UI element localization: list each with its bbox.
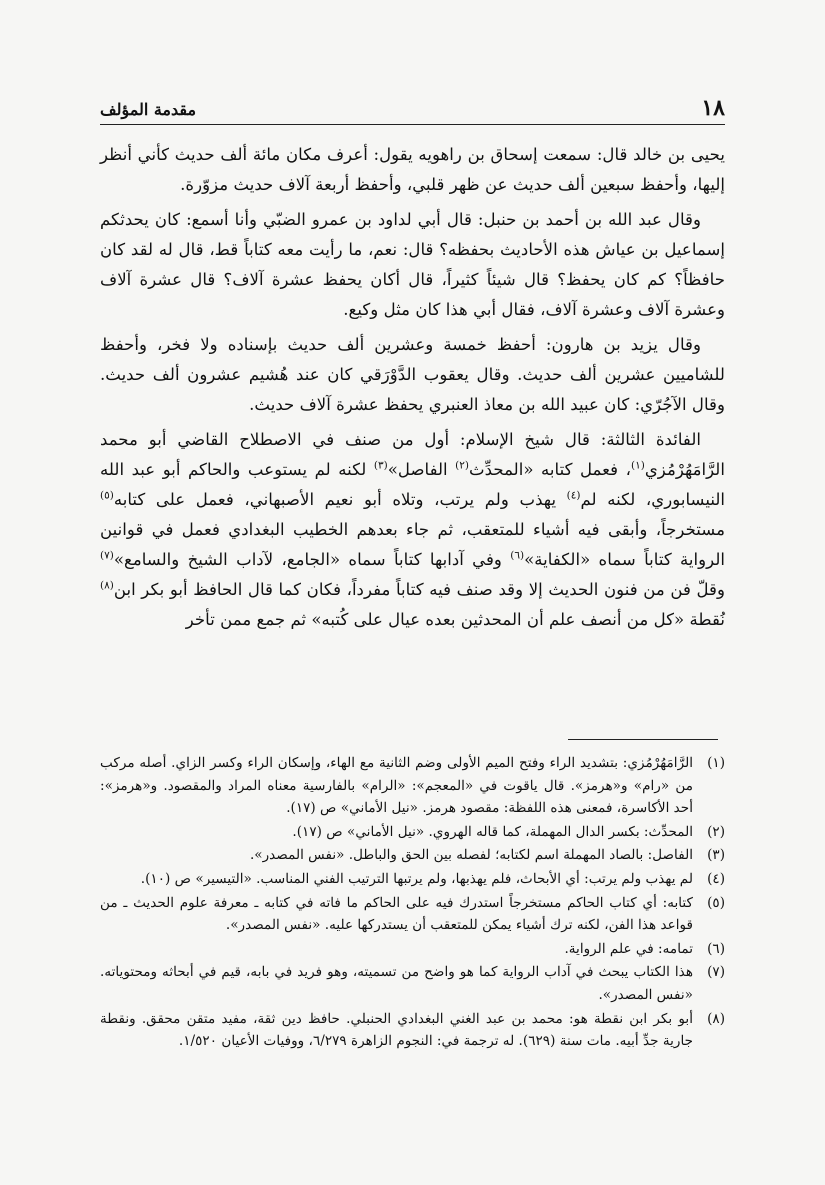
paragraph: وقال عبد الله بن أحمد بن حنبل: قال أبي لداود بن عمرو الضبّي وأنا أسمع: كان يحدثكم إسماعيل بن عياش هذه الأحاديث بحفظه؟ قال: نعم، ما رأيت معه كتاباً قط، قال له لقد كان حافظاً؟ كم كان يحفظ؟ قال شيئاً كثيراً، قال أكان يحفظ عشرة آلاف؟ قال عشرة آلاف وعشرة آلاف وعشرة آلاف، فقال أبي هذا كان مثل وكيع. [100, 210, 725, 319]
footnote-number: (٢) [707, 823, 725, 840]
footnote [100, 752, 725, 820]
footnote-number: (١) [707, 755, 725, 771]
footnote-ref[interactable]: (٤) [566, 489, 581, 502]
footnote-number: (٨) [707, 1010, 725, 1027]
footnote-ref[interactable]: (٨) [100, 579, 114, 592]
footnote-text: الفاصل: بالصاد المهملة اسم لكتابه؛ لفصله بين الحق والباطل. «نفس المصدر». [249, 847, 693, 864]
footnote-text: هذا الكتاب يبحث في آداب الرواية كما هو واضح من تسميته، وهو فريد في بابه، قيم في أبحاثه ومحتوياته. «نفس المصدر». [100, 964, 693, 1003]
footnote [100, 1008, 725, 1053]
footnote-number: (٣) [707, 847, 725, 864]
paragraph-third-benefit [100, 425, 725, 635]
text-run: نُقطة «كل من أنصف علم أن المحدثين بعده عيال على كُتبه» ثم جمع ممن تأخر [185, 610, 725, 629]
text-run: لكنه لم يستوعب والحاكم أبو عبد الله النيسابوري، لكنه لم [100, 460, 725, 509]
footnote-text: أبو بكر ابن نقطة هو: محمد بن عبد الغني البغدادي الحنبلي. حافظ دين ثقة، مفيد متقن محقق. ونقطة جارية جدِّ أبيه. مات سنة (٦٢٩). له ترجمة في: النجوم الزاهرة ٦/٢٧٩، ووفيات الأعيان ١/٥٢٠. [100, 1010, 693, 1050]
running-header [100, 90, 725, 125]
footnote-ref[interactable]: (٦) [510, 549, 525, 562]
footnote-ref[interactable]: (٣) [373, 459, 388, 472]
footnote-ref[interactable]: (٢) [455, 459, 470, 472]
footnote-ref[interactable]: (١) [630, 459, 645, 472]
footnote-text: المحدِّث: بكسر الدال المهملة، كما قاله الهروي. «نيل الأماني» ص (١٧). [292, 823, 693, 840]
footnote-number: (٤) [707, 870, 725, 887]
text-run: وقلّ فن من فنون الحديث إلا وقد صنف فيه كتاباً مفرداً، فكان كما قال الحافظ أبو بكر ابن [113, 580, 725, 599]
paragraph: وقال يزيد بن هارون: أحفظ خمسة وعشرين ألف حديث بإسناده ولا فخر، وأحفظ للشاميين عشرين ألف حديث. وقال يعقوب الدَّوْرَقي كان عند هُشيم عشرون ألف حديث. وقال الآجُرّي: كان عبيد الله بن معاذ العنبري يحفظ عشرة آلاف حديث. [100, 335, 725, 414]
text-run: يهذب ولم يرتب، وتلاه أبو نعيم الأصبهاني، فعمل على كتابه [113, 490, 567, 509]
text-run: مستخرجاً، وأبقى فيه أشياء للمتعقب، ثم جاء بعدهم الخطيب البغدادي فعمل في قوانين الرواية كتاباً سماه «الكفاية» [100, 520, 725, 569]
footnote-ref[interactable]: (٥) [100, 489, 114, 502]
footnote-number: (٧) [707, 964, 725, 981]
footnote [100, 961, 725, 1006]
footnote-text: الرَّامَهُرْمُزي: بتشديد الراء وفتح الميم الأولى وضم الثانية مع الهاء، وإسكان الراء وكسر الزاي. أصله مركب من «رام» و«هرمز». قال ياقوت في «المعجم»: «الرام» بالفارسية معناه المراد والمقصود. و«هرمز»: أحد الأكاسرة، فمعنى هذه اللفظة: مقصود هرمز. «نيل الأماني» ص (١٧). [100, 755, 693, 817]
main-text [100, 140, 725, 640]
footnote [100, 938, 725, 961]
paragraph: يحيى بن خالد قال: سمعت إسحاق بن راهويه يقول: أعرف مكان مائة ألف حديث كأني أنظر إليها، وأحفظ سبعين ألف حديث عن ظهر قلبي، وأحفظ أربعة آلاف حديث مزوّرة. [100, 145, 725, 194]
text-run: الفائدة الثالثة: قال شيخ الإسلام: أول من صنف في الاصطلاح القاضي أبو محمد الرَّامَهُرْمُزي [100, 430, 725, 479]
footnote [100, 821, 725, 844]
footnote-separator [568, 739, 718, 740]
text-run: الفاصل» [387, 460, 456, 479]
footnotes [100, 752, 725, 1054]
footnote-text: تمامه: في علم الرواية. [564, 940, 693, 957]
page-number: ١٨ [701, 95, 725, 121]
footnote-text: كتابه: أي كتاب الحاكم مستخرجاً استدرك فيه على الحاكم ما فاته في كتابه ـ معرفة علوم الحديث ـ من قواعد هذا الفن، لكنه ترك أشياء يمكن للمتعقب أن يستدركها عليه. «نفس المصدر». [100, 894, 693, 934]
footnote [100, 844, 725, 867]
footnote-number: (٦) [707, 940, 725, 957]
footnote [100, 868, 725, 891]
footnote-text: لم يهذب ولم يرتب: أي الأبحاث، فلم يهذبها، ولم يرتبها الترتيب الفني المناسب. «التيسير» ص (١٠). [140, 870, 693, 887]
text-run: وفي آدابها كتاباً سماه «الجامع، لآداب الشيخ والسامع» [113, 550, 511, 569]
footnote-number: (٥) [707, 894, 725, 911]
chapter-title: مقدمة المؤلف [100, 100, 197, 119]
text-run: ، فعمل كتابه «المحدِّث [469, 460, 631, 479]
footnote [100, 892, 725, 937]
footnote-ref[interactable]: (٧) [100, 549, 114, 562]
